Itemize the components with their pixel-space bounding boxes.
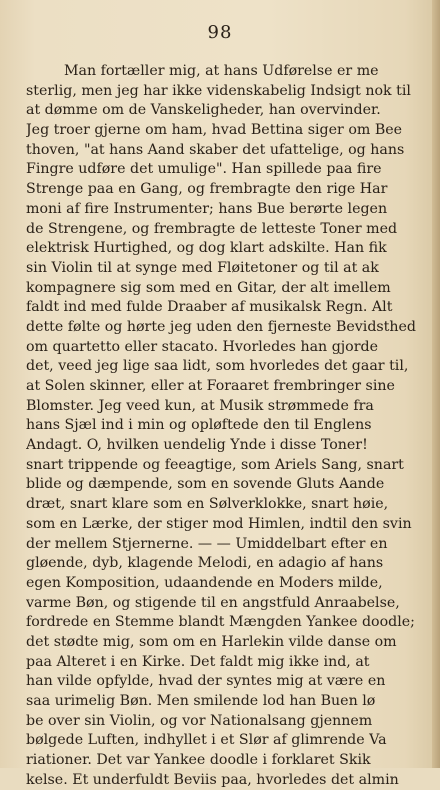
text-line: blide og dæmpende, som en sovende Gluts Aande	[26, 476, 385, 493]
text-line: han vilde opfylde, hvad der syntes mig at være en	[26, 673, 386, 690]
text-line: Andagt. O, hvilken uendelig Ynde i disse Toner!	[26, 437, 368, 454]
text-line: der mellem Stjernerne. — — Umiddelbart efter en	[26, 535, 388, 552]
text-line: det, veed jeg lige saa lidt, som hvorledes det gaar til,	[26, 358, 409, 375]
text-line: kelse. Et underfuldt Beviis paa, hvorledes det almin	[26, 771, 399, 788]
text-line: be over sin Violin, og vor Nationalsang gjennem	[26, 712, 373, 729]
text-line: sin Violin til at synge med Fløitetoner og til at ak	[26, 259, 379, 276]
text-line: at Solen skinner, eller at Foraaret frembringer sine	[26, 378, 395, 394]
text-line: riationer. Det var Yankee doodle i forklaret Skik	[26, 752, 371, 769]
text-line: sterlig, men jeg har ikke videnskabelig Indsigt nok til	[26, 82, 411, 99]
text-line: gløende, dyb, klagende Melodi, en adagio af hans	[26, 555, 384, 572]
text-line: snart trippende og feeagtige, som Ariels Sang, snart	[26, 456, 404, 473]
page-number: 98	[207, 22, 233, 43]
text-line: dræt, snart klare som en Sølverklokke, snart høie,	[26, 496, 389, 513]
body-text	[26, 62, 424, 790]
text-line: bølgede Luften, indhyllet i et Slør af glimrende Va	[26, 732, 387, 749]
text-line: hans Sjæl ind i min og opløftede den til Englens	[26, 417, 372, 434]
text-line: moni af fire Instrumenter; hans Bue berørte legen	[26, 200, 388, 217]
text-line: varme Bøn, og stigende til en angstfuld Anraabelse,	[26, 594, 400, 611]
text-line: de Strengene, og frembragte de letteste Toner med	[26, 220, 398, 237]
text-line: Strenge paa en Gang, og frembragte den rige Har	[26, 181, 388, 198]
text-line: Fingre udføre det umulige". Han spillede paa fire	[26, 161, 382, 178]
text-line: fordrede en Stemme blandt Mængden Yankee doodle;	[26, 614, 415, 631]
text-line: Man fortæller mig, at hans Udførelse er me	[64, 63, 379, 79]
text-line: egen Komposition, udaandende en Moders milde,	[26, 574, 383, 591]
text-line: elektrisk Hurtighed, og dog klart adskilte. Han fik	[26, 240, 387, 257]
page-gutter	[432, 0, 440, 768]
text-line: om quartetto eller stacato. Hvorledes han gjorde	[26, 338, 378, 355]
text-line: kompagnere sig som med en Gitar, der alt imellem	[26, 279, 391, 296]
text-line: som en Lærke, der stiger mod Himlen, indtil den svin	[26, 515, 412, 532]
text-line: det stødte mig, som om en Harlekin vilde danse om	[26, 633, 397, 650]
text-line: at dømme om de Vanskeligheder, han overvinder.	[26, 102, 381, 119]
text-line: paa Alteret i en Kirke. Det faldt mig ikke ind, at	[26, 653, 370, 670]
text-line: thoven, "at hans Aand skaber det ufattelige, og hans	[26, 141, 405, 158]
text-line: dette følte og hørte jeg uden den fjerneste Bevidsthed	[26, 318, 417, 335]
text-line: Blomster. Jeg veed kun, at Musik strømmede fra	[26, 397, 374, 414]
text-line: Jeg troer gjerne om ham, hvad Bettina siger om Bee	[26, 122, 403, 139]
text-line: saa urimelig Bøn. Men smilende lod han Buen lø	[26, 693, 376, 709]
text-line: faldt ind med fulde Draaber af musikalsk Regn. Alt	[26, 299, 393, 316]
